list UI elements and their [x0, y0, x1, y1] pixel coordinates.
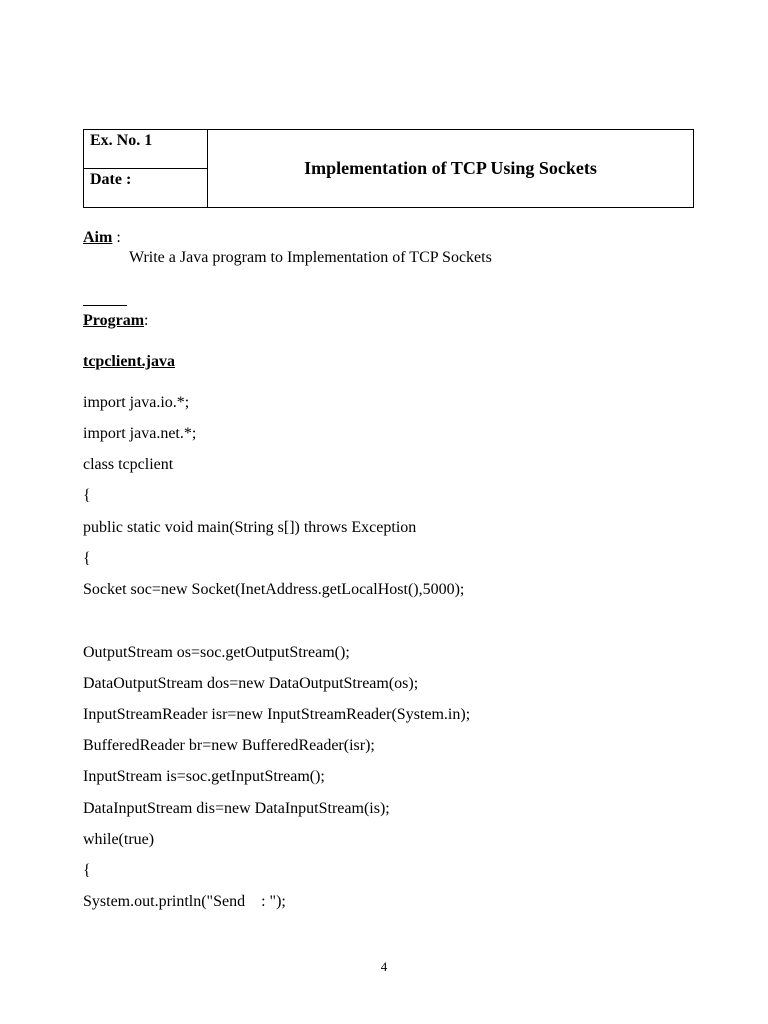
- code-line: BufferedReader br=new BufferedReader(isr);: [83, 737, 375, 754]
- code-line: class tcpclient: [83, 456, 174, 473]
- code-line: import java.io.*;: [83, 394, 190, 411]
- aim-text: Write a Java program to Implementation of TCP Sockets: [129, 249, 492, 266]
- program-heading: [83, 312, 148, 330]
- code-line: while(true): [83, 831, 155, 848]
- exercise-number: Ex. No. 1: [84, 130, 207, 169]
- code-line: public static void main(String s[]) throws Exception: [83, 519, 417, 536]
- code-line: {: [83, 550, 91, 567]
- code-line: Socket soc=new Socket(InetAddress.getLocalHost(),5000);: [83, 581, 465, 598]
- program-label: Program: [83, 312, 145, 329]
- file-name: tcpclient.java: [83, 353, 175, 370]
- page-title: Implementation of TCP Using Sockets: [304, 158, 597, 178]
- code-line: InputStreamReader isr=new InputStreamReader(System.in);: [83, 706, 471, 723]
- aim-colon: :: [112, 229, 121, 246]
- header-left-column: [84, 130, 208, 207]
- code-line: DataInputStream dis=new DataInputStream(is);: [83, 800, 390, 817]
- divider: [83, 305, 127, 306]
- aim-heading: [83, 229, 121, 247]
- page-number: 4: [380, 959, 388, 974]
- code-line: DataOutputStream dos=new DataOutputStream(os);: [83, 675, 419, 692]
- code-line: import java.net.*;: [83, 425, 197, 442]
- code-line: {: [83, 487, 91, 504]
- code-line: InputStream is=soc.getInputStream();: [83, 768, 325, 785]
- code-line: System.out.println("Send : ");: [83, 893, 286, 910]
- program-colon: :: [144, 312, 149, 329]
- code-line: OutputStream os=soc.getOutputStream();: [83, 644, 350, 661]
- header-table: [83, 129, 694, 208]
- date-field: Date :: [90, 171, 132, 188]
- code-line: {: [83, 862, 91, 879]
- aim-label: Aim: [83, 229, 113, 246]
